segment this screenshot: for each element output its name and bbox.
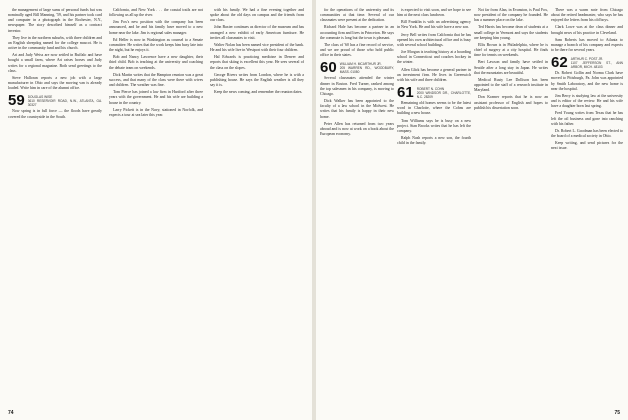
secretary-address: 3610 RESERVOIR ROAD, N.W., ATLANTA, GA. 30327 [27,99,102,108]
paragraph: Bill Franklin is with an advertising agency in New York. He and his wife have a new son. [397,20,471,30]
paragraph: Tom Williams says he is busy on a new project. Stan Brooks writes that he has left the company. [397,118,471,133]
paragraph: They live in the northern suburbs, with three children and an English sheepdog named for the college mascot. He is active in the community fund and his church. [8,35,102,51]
page-number: 74 [8,410,14,416]
paragraph: Peter Allen has returned from two years abroad and is now at work on a book about the European economy. [320,121,394,136]
paragraph: Allen Glick has become a general partner in an investment firm. He lives in Greenwich with his wife and three children. [397,67,471,82]
class-entry-62 [551,54,623,72]
left-page [0,0,312,420]
paragraph: Ralph Nash reports a new son, the fourth child in the family. [397,135,471,146]
page-number: 75 [614,410,620,416]
left-column-3 [210,8,304,97]
paragraph: Dr. Robert L. Goodman has been elected to the board of a medical society in Ohio. [551,128,623,138]
paragraph: Sam Roberts has moved to Atlanta to manage a branch of his company and expects to be there for several years. [551,37,623,53]
class-entry-61 [397,84,471,102]
class-secretary [28,95,102,107]
class-secretary [417,87,471,99]
class-secretary [340,62,394,74]
paragraph: Jerry Bell writes from California that he has opened his own architectural office and is busy with several school buildings. [397,32,471,47]
class-year: 61 [397,84,414,102]
paragraph: Walter Nolan has been named vice president of the bank. He and his wife live in Westport with their four children. [210,42,304,53]
paragraph: Jim Berry is studying law at the university and is editor of the review. He and his wife have a daughter born last spring. [551,93,623,109]
class-year: 59 [8,92,25,110]
paragraph: Several classmates attended the winter dinner in Boston. Fred Turner, ranked among the top salesmen in his company, is moving to Chicago. [320,76,394,96]
paragraph: Not far from Alan, in Evanston, is Paul Fox, now president of the company he founded. He has a summer place on the lake. [474,8,548,23]
paragraph: John Baxter continues as director of the museum and has arranged a new exhibit of early American furniture. He invites all classmates to visit. [210,25,304,40]
paragraph: Remaining old homes seems to be the latest word in Charlotte, where the Cohns are building a new house. [397,101,471,116]
class-secretary [571,57,623,69]
paragraph: Jim Fox's new position with the company has been announced, and he and his family have moved to a new home near the lake. Jim is regional sales manager. [109,20,203,35]
right-column-1 [320,8,394,139]
paragraph: Keep the news coming, and remember the reunion dates. [214,90,303,95]
paragraph: for the operations of the university and its communities at that time. Several of our classmates were present at the dedication. [320,8,394,23]
paragraph: Steve Halloran reports a new job with a large manufacturer in Ohio and says the moving van is already loaded. Write him in care of the alumni office. [8,75,102,91]
secretary-name: ARTHUR C. POST JR. [570,57,604,62]
paragraph: Art and Judy Weiss are now settled in Buffalo and have bought a small farm, where Art raises horses and Judy writes for a regional magazine. Both send greetings to the class. [8,53,102,73]
paragraph: The class of '60 has a fine record of service, and we are proud of those who hold public office in their states. [320,42,394,58]
paragraph: Don Kramer reports that he is now an assistant professor of English and hopes to publish his dissertation soon. [474,95,548,110]
paragraph: Joe Morgan is teaching history at a boarding school in Connecticut and coaches hockey in the winter. [397,50,471,65]
paragraph: Dick Walker has been appointed to the faculty of a law school in the Midwest. He writes that his family is happy in their new home. [320,99,394,119]
right-column-2 [397,8,471,148]
paragraph: There was a warm note from Chicago about the retired headmaster, who says he has enjoyed the letters from his old boys. [551,8,623,23]
paragraph: Now spring is in full force — the floods have greatly covered the countryside in the South. [8,109,102,119]
secretary-name: WILLIAM H. MCARTHUR JR. [339,62,382,67]
right-column-3 [474,8,548,113]
paragraph: Tom Pierce has joined a law firm in Hartford after three years with the government. He and his wife are building a house in the country. [109,90,203,105]
left-column-1 [8,8,102,122]
secretary-address: 205 WARREN RD., WOODBURY, MASS. 01080 [339,66,394,75]
left-column-2 [109,8,203,120]
paragraph: with his family. We had a fine evening together and spoke about the old days on campus and the friends from our class. [210,8,304,23]
paragraph: Fred Young writes from Texas that he has left the oil business and gone into ranching with his father. [551,111,623,126]
paragraph: Keep writing, and send pictures for the next issue. [551,141,623,151]
secretary-address: 1107 JEFFERSON ST., ANN ARBOR, MICH. 48103 [570,61,623,70]
secretary-name: ROBERT N. COHN [416,87,445,92]
paragraph: California, and New York . . . the coastal trails are not following us all up the river. [109,8,203,18]
paragraph: Ted Harris has become dean of students at a small college in Vermont and says the students are keeping him young. [474,25,548,40]
paragraph: Dick Martin writes that the Hampton reunion was a great success, and that many of the class were there with wives and children. The weather was fine. [109,72,203,88]
secretary-name: DOUGLAS WISE [27,95,53,100]
paragraph: Bert Lawson and family have settled in Seattle after a long stay in Japan. He writes that the mountains are beautiful. [474,60,548,75]
class-year: 60 [320,59,337,77]
paragraph: Bob and Nancy Lawrence have a new daughter, their third child. Bob is teaching at the university and coaching the debate team on weekends. [109,55,203,70]
paragraph: George Rivers writes from London, where he is with a publishing house. He says the English weather is all they say it is. [210,72,304,88]
paragraph: Hal Edwards is practicing medicine in Denver and reports that skiing is excellent this year. He sees several of the class on the slopes. [210,55,304,70]
class-entry-59 [8,92,102,110]
paragraph: Medical Rusty Lee Dollison has been appointed to the staff of a research institute in Maryland. [474,77,548,93]
class-year: 62 [551,54,568,72]
paragraph: Dr. Robert Gollin and Norma Clark have moved to Pittsburgh, Pa. John was appointed by Smith Laboratory, and the new home is near the hospital. [551,71,623,91]
paragraph: Larry Pickett is in the Navy, stationed in Norfolk, and expects a tour at sea later this year. [109,107,203,117]
right-column-4 [551,8,623,153]
paragraph: Ed Heller is now in Washington as counsel to a Senate committee. He writes that the work keeps him busy late into the night, but he enjoys it. [109,37,203,53]
paragraph: Ellis Brown is in Philadelphia, where he is chief of surgery at a city hospital. He finds time for tennis on weekends. [474,42,548,58]
paragraph: Clark Lowe was at the class dinner and brought news of his practice in Cleveland. [551,25,623,35]
paragraph: Richard Hale has become a partner in an accounting firm and lives in Princeton. He says the commute is long but the town is pleasant. [320,25,394,40]
paragraph: is expected to visit soon, and we hope to see him at the next class luncheon. [397,8,471,18]
class-entry-60 [320,59,394,77]
secretary-address: 2000 WINDSOR DR., CHARLOTTE, N.C. 28209 [416,91,471,100]
paragraph: the management of large sums of personal funds but was nominally aged Bill Manning, '59, and his partner took card and computer in a photograph in the Rochester, N.Y., newspaper. The story described himself as a contract investor. [8,8,102,33]
right-page [316,0,628,420]
